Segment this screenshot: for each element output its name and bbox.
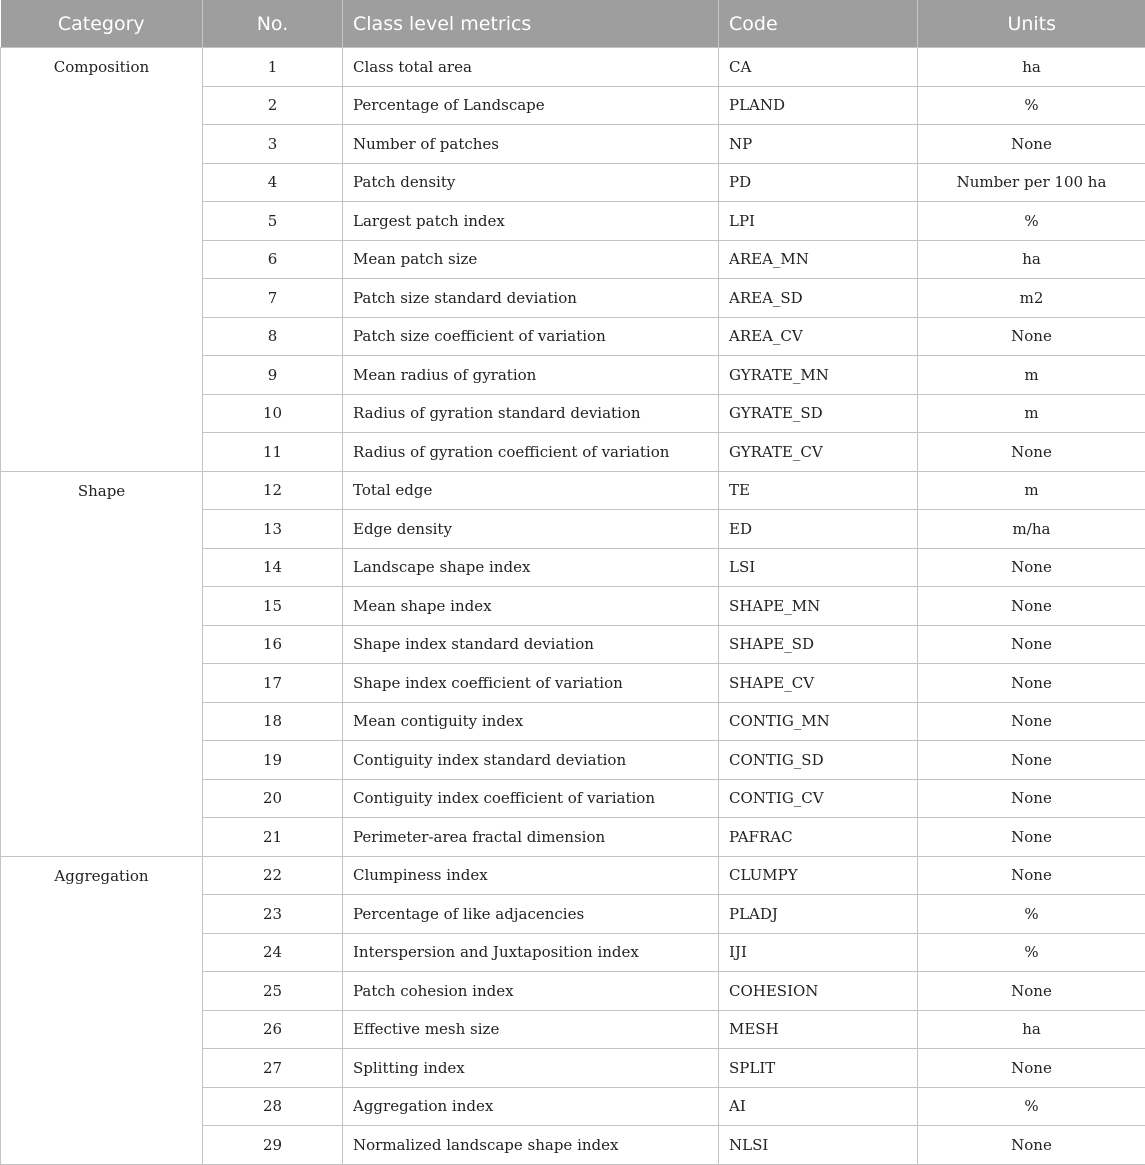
- no-cell: 15: [203, 587, 343, 626]
- units-cell: None: [918, 317, 1145, 356]
- header-row: [1, 0, 1145, 48]
- no-cell: 11: [203, 433, 343, 472]
- code-cell: GYRATE_MN: [719, 356, 918, 395]
- metric-cell: Mean radius of gyration: [343, 356, 719, 395]
- code-cell: ED: [719, 510, 918, 549]
- code-cell: AREA_MN: [719, 240, 918, 279]
- units-cell: None: [918, 625, 1145, 664]
- code-cell: CA: [719, 48, 918, 87]
- metric-cell: Percentage of Landscape: [343, 86, 719, 125]
- code-cell: CONTIG_SD: [719, 741, 918, 780]
- units-cell: None: [918, 1049, 1145, 1088]
- units-cell: m2: [918, 279, 1145, 318]
- metric-cell: Patch size coefficient of variation: [343, 317, 719, 356]
- metric-cell: Perimeter-area fractal dimension: [343, 818, 719, 857]
- no-cell: 18: [203, 702, 343, 741]
- no-cell: 26: [203, 1010, 343, 1049]
- units-cell: None: [918, 125, 1145, 164]
- no-cell: 3: [203, 125, 343, 164]
- metric-cell: Number of patches: [343, 125, 719, 164]
- category-cell: Composition: [1, 48, 203, 472]
- metric-cell: Patch size standard deviation: [343, 279, 719, 318]
- units-cell: %: [918, 86, 1145, 125]
- no-cell: 27: [203, 1049, 343, 1088]
- code-cell: LPI: [719, 202, 918, 241]
- code-cell: CONTIG_CV: [719, 779, 918, 818]
- units-cell: %: [918, 895, 1145, 934]
- metric-cell: Contiguity index coefficient of variation: [343, 779, 719, 818]
- table-body: [1, 48, 1145, 1165]
- units-cell: ha: [918, 48, 1145, 87]
- no-cell: 24: [203, 933, 343, 972]
- category-cell: Aggregation: [1, 856, 203, 1164]
- header-units: Units: [918, 0, 1145, 48]
- no-cell: 5: [203, 202, 343, 241]
- metric-cell: Interspersion and Juxtaposition index: [343, 933, 719, 972]
- table-row: [1, 48, 1145, 87]
- no-cell: 28: [203, 1087, 343, 1126]
- code-cell: AREA_SD: [719, 279, 918, 318]
- metric-cell: Percentage of like adjacencies: [343, 895, 719, 934]
- code-cell: GYRATE_SD: [719, 394, 918, 433]
- code-cell: SPLIT: [719, 1049, 918, 1088]
- no-cell: 10: [203, 394, 343, 433]
- code-cell: GYRATE_CV: [719, 433, 918, 472]
- no-cell: 12: [203, 471, 343, 510]
- code-cell: AI: [719, 1087, 918, 1126]
- code-cell: SHAPE_MN: [719, 587, 918, 626]
- units-cell: m: [918, 471, 1145, 510]
- units-cell: None: [918, 779, 1145, 818]
- code-cell: PLADJ: [719, 895, 918, 934]
- no-cell: 17: [203, 664, 343, 703]
- code-cell: LSI: [719, 548, 918, 587]
- code-cell: SHAPE_SD: [719, 625, 918, 664]
- metric-cell: Splitting index: [343, 1049, 719, 1088]
- metric-cell: Landscape shape index: [343, 548, 719, 587]
- code-cell: IJI: [719, 933, 918, 972]
- no-cell: 7: [203, 279, 343, 318]
- header-code: Code: [719, 0, 918, 48]
- units-cell: ha: [918, 1010, 1145, 1049]
- metric-cell: Normalized landscape shape index: [343, 1126, 719, 1165]
- no-cell: 23: [203, 895, 343, 934]
- metric-cell: Radius of gyration standard deviation: [343, 394, 719, 433]
- table-row: [1, 471, 1145, 510]
- code-cell: PD: [719, 163, 918, 202]
- header-metric: Class level metrics: [343, 0, 719, 48]
- no-cell: 13: [203, 510, 343, 549]
- units-cell: None: [918, 818, 1145, 857]
- code-cell: AREA_CV: [719, 317, 918, 356]
- units-cell: None: [918, 972, 1145, 1011]
- metric-cell: Mean patch size: [343, 240, 719, 279]
- no-cell: 8: [203, 317, 343, 356]
- metric-cell: Total edge: [343, 471, 719, 510]
- code-cell: PLAND: [719, 86, 918, 125]
- code-cell: CONTIG_MN: [719, 702, 918, 741]
- code-cell: CLUMPY: [719, 856, 918, 895]
- units-cell: m/ha: [918, 510, 1145, 549]
- no-cell: 6: [203, 240, 343, 279]
- units-cell: None: [918, 548, 1145, 587]
- no-cell: 14: [203, 548, 343, 587]
- code-cell: SHAPE_CV: [719, 664, 918, 703]
- no-cell: 16: [203, 625, 343, 664]
- no-cell: 20: [203, 779, 343, 818]
- code-cell: NP: [719, 125, 918, 164]
- code-cell: PAFRAC: [719, 818, 918, 857]
- units-cell: None: [918, 1126, 1145, 1165]
- units-cell: Number per 100 ha: [918, 163, 1145, 202]
- metric-cell: Shape index standard deviation: [343, 625, 719, 664]
- units-cell: None: [918, 433, 1145, 472]
- metric-cell: Class total area: [343, 48, 719, 87]
- header-no: No.: [203, 0, 343, 48]
- code-cell: MESH: [719, 1010, 918, 1049]
- units-cell: None: [918, 856, 1145, 895]
- no-cell: 2: [203, 86, 343, 125]
- units-cell: None: [918, 664, 1145, 703]
- no-cell: 19: [203, 741, 343, 780]
- metric-cell: Contiguity index standard deviation: [343, 741, 719, 780]
- category-cell: Shape: [1, 471, 203, 856]
- metric-cell: Clumpiness index: [343, 856, 719, 895]
- no-cell: 29: [203, 1126, 343, 1165]
- units-cell: ha: [918, 240, 1145, 279]
- table-row: [1, 856, 1145, 895]
- no-cell: 21: [203, 818, 343, 857]
- metric-cell: Radius of gyration coefficient of variation: [343, 433, 719, 472]
- units-cell: %: [918, 933, 1145, 972]
- metric-cell: Mean contiguity index: [343, 702, 719, 741]
- units-cell: None: [918, 702, 1145, 741]
- no-cell: 1: [203, 48, 343, 87]
- no-cell: 9: [203, 356, 343, 395]
- no-cell: 25: [203, 972, 343, 1011]
- metric-cell: Shape index coefficient of variation: [343, 664, 719, 703]
- units-cell: None: [918, 741, 1145, 780]
- code-cell: NLSI: [719, 1126, 918, 1165]
- metric-cell: Patch density: [343, 163, 719, 202]
- units-cell: m: [918, 356, 1145, 395]
- metric-cell: Mean shape index: [343, 587, 719, 626]
- no-cell: 4: [203, 163, 343, 202]
- units-cell: m: [918, 394, 1145, 433]
- metric-cell: Largest patch index: [343, 202, 719, 241]
- header-category: Category: [1, 0, 203, 48]
- table-header: [1, 0, 1145, 48]
- metric-cell: Patch cohesion index: [343, 972, 719, 1011]
- units-cell: %: [918, 202, 1145, 241]
- code-cell: COHESION: [719, 972, 918, 1011]
- metric-cell: Edge density: [343, 510, 719, 549]
- metric-cell: Aggregation index: [343, 1087, 719, 1126]
- no-cell: 22: [203, 856, 343, 895]
- units-cell: None: [918, 587, 1145, 626]
- code-cell: TE: [719, 471, 918, 510]
- units-cell: %: [918, 1087, 1145, 1126]
- metric-cell: Effective mesh size: [343, 1010, 719, 1049]
